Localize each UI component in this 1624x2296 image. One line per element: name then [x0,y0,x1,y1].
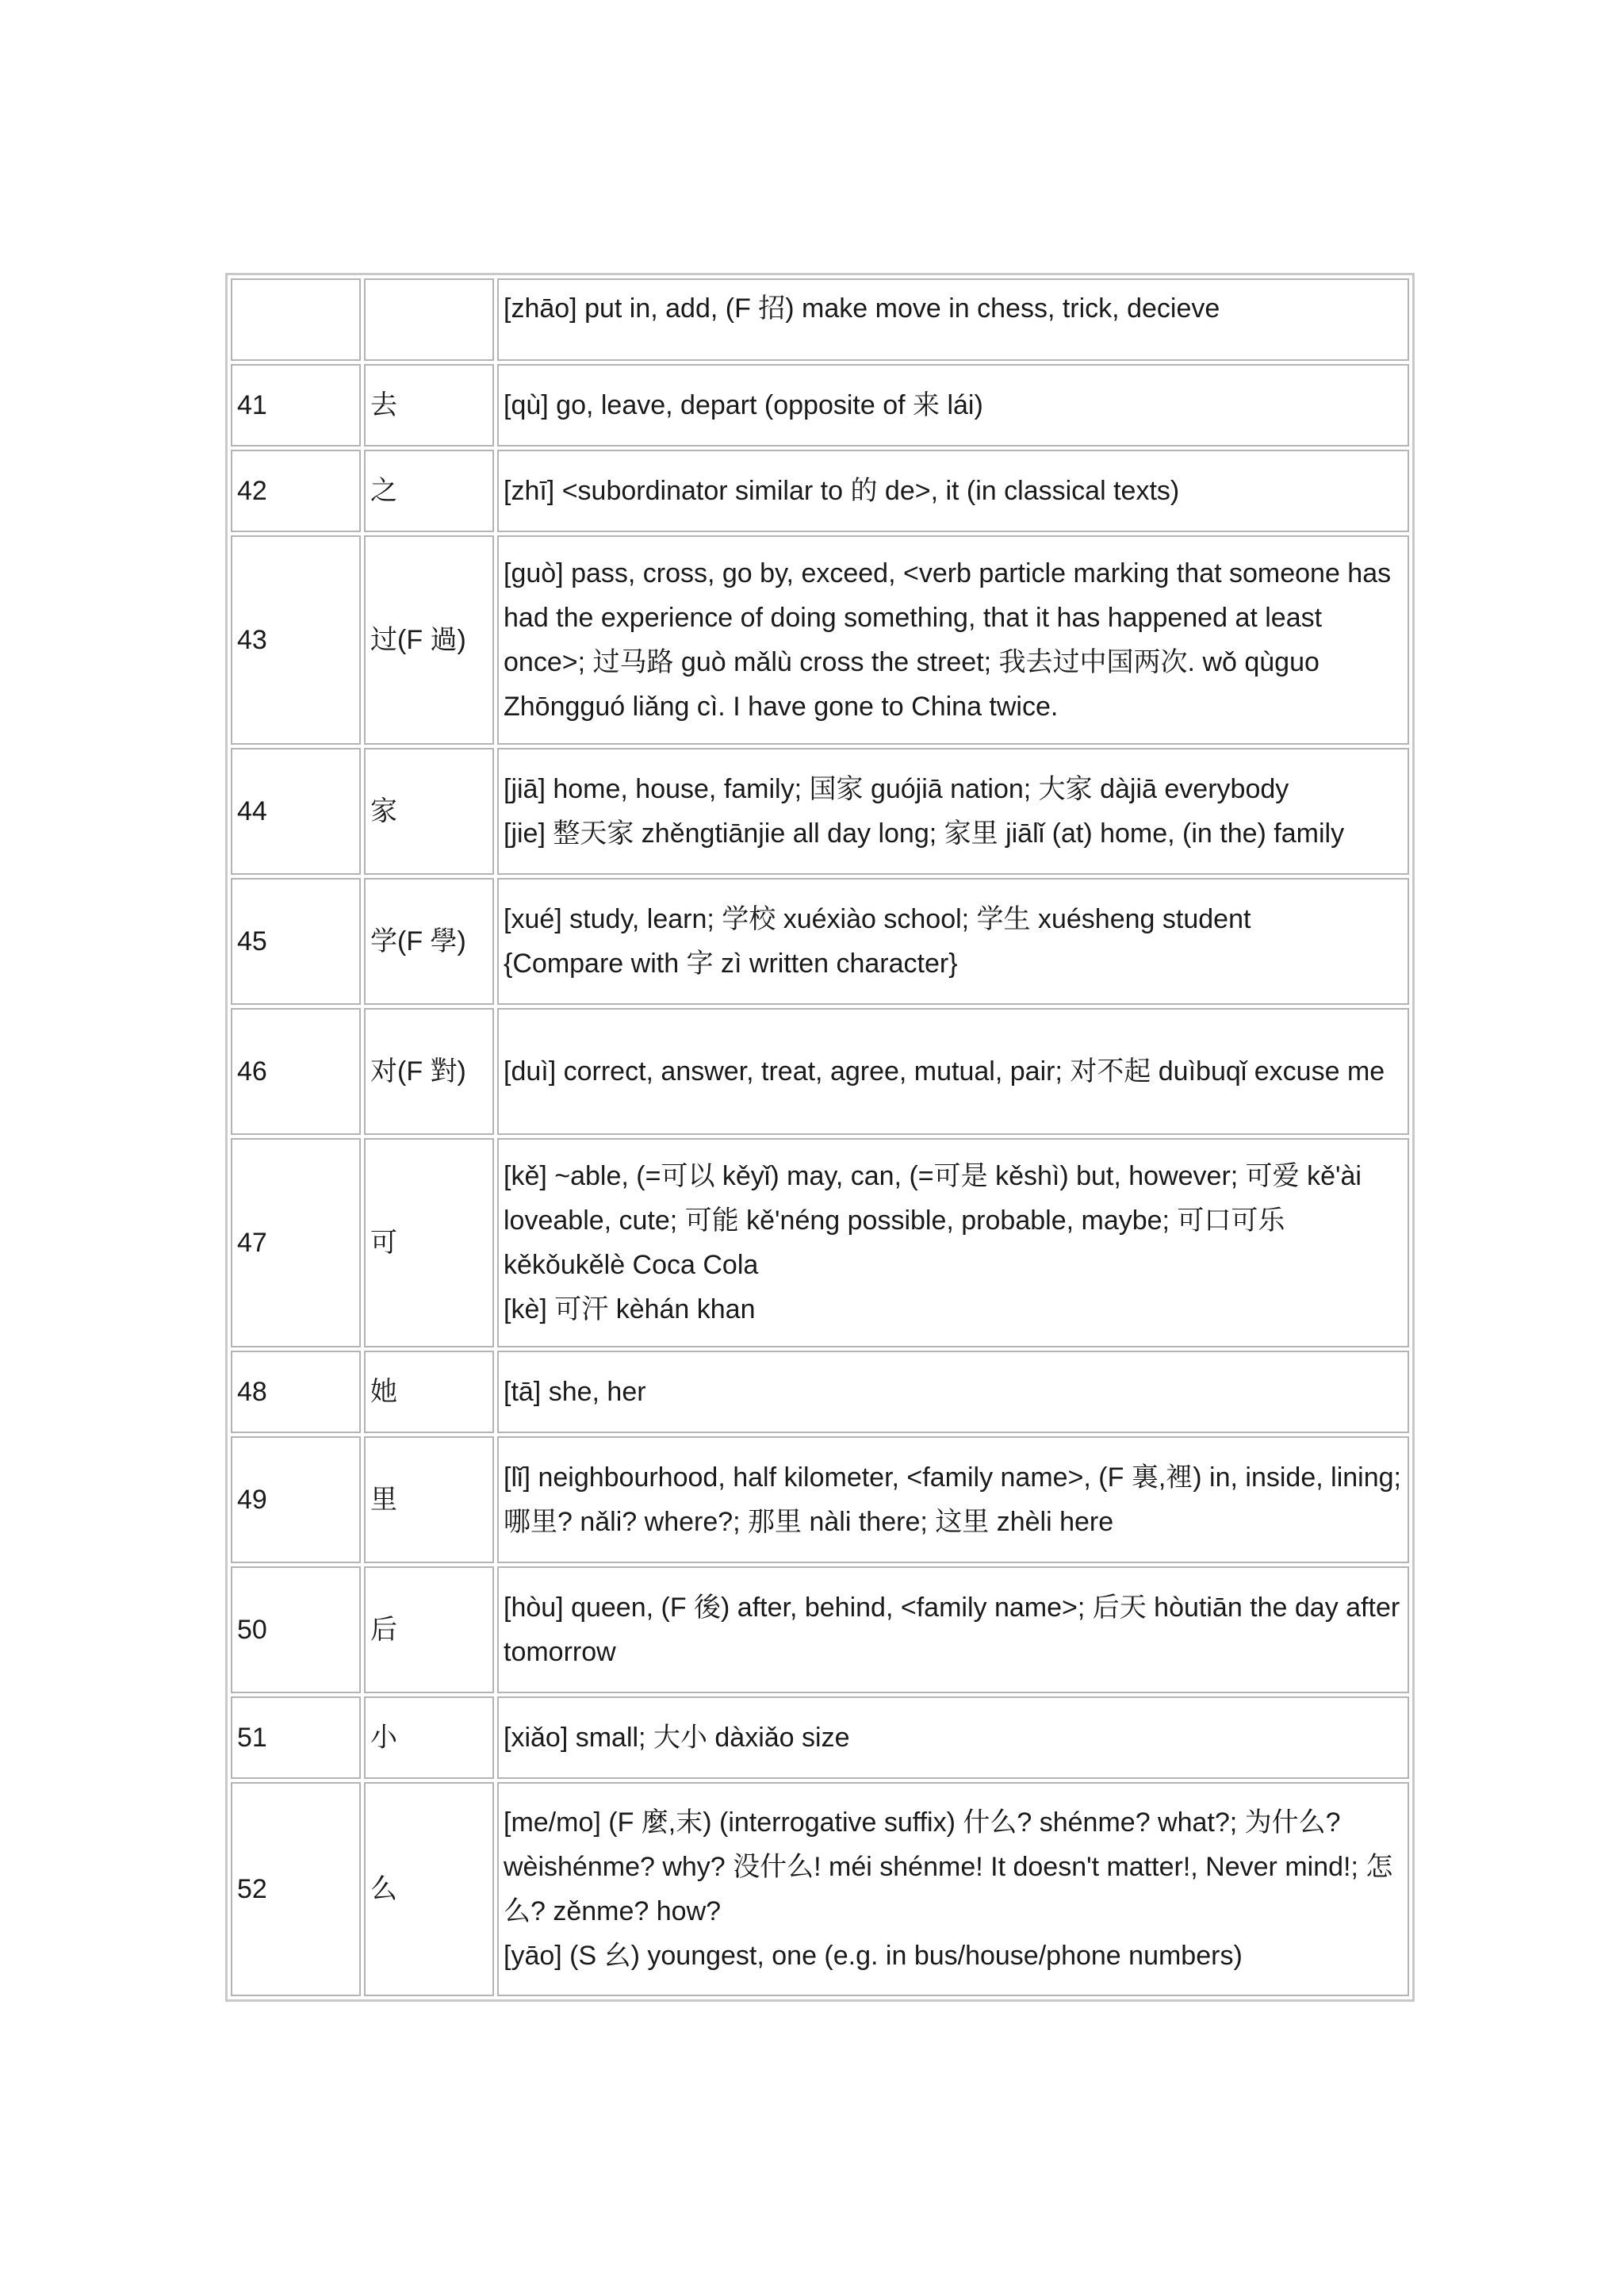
definition-cell [497,1436,1409,1563]
table-row [231,1436,1409,1563]
definition-cell [497,364,1409,447]
table-row [231,1696,1409,1779]
definition-cell [497,1008,1409,1135]
rank-number-cell: 48 [231,1351,361,1433]
character-cell: 可 [364,1138,494,1347]
character-cell: 么 [364,1782,494,1996]
definition-cell [497,1696,1409,1779]
definition-line: [xiǎo] small; 大小 dàxiǎo size [504,1723,850,1753]
definition-line: [guò] pass, cross, go by, exceed, <verb particle marking that someone has had the experience of doing something, that it has happened at least once>; 过马路 guò mǎlù cross the street; 我去过中国两次. wǒ qùguo Zhōngguó liǎng cì. I have gone to China twice. [504,558,1392,722]
table-row [231,1566,1409,1693]
character-cell: 里 [364,1436,494,1563]
definition-cell [497,1566,1409,1693]
definition-cell [497,1138,1409,1347]
rank-number-cell [231,278,361,361]
table-row [231,1138,1409,1347]
character-cell: 小 [364,1696,494,1779]
table-row [231,450,1409,532]
character-cell: 她 [364,1351,494,1433]
definition-line: [yāo] (S 幺) youngest, one (e.g. in bus/house/phone numbers) [504,1941,1243,1971]
character-cell: 对(F 對) [364,1008,494,1135]
definition-line: [jiā] home, house, family; 国家 guójiā nation; 大家 dàjiā everybody [504,774,1289,804]
rank-number-cell: 47 [231,1138,361,1347]
definition-line: [duì] correct, answer, treat, agree, mutual, pair; 对不起 duìbuqǐ excuse me [504,1056,1385,1087]
definition-line: [kě] ~able, (=可以 kěyǐ) may, can, (=可是 kěshì) but, however; 可爱 kě'ài loveable, cute; 可能 kě'néng possible, probable, maybe; 可口可乐 kěkǒukělè Coca Cola [504,1161,1362,1280]
table-body [231,278,1409,1996]
table-row [231,278,1409,361]
definition-cell [497,878,1409,1005]
definition-cell [497,450,1409,532]
definition-cell [497,535,1409,745]
definition-line: [lǐ] neighbourhood, half kilometer, <family name>, (F 裏,裡) in, inside, lining; 哪里? nǎli? where?; 那里 nàli there; 这里 zhèli here [504,1462,1401,1537]
rank-number-cell: 46 [231,1008,361,1135]
definition-line: [jie] 整天家 zhěngtiānjie all day long; 家里 jiālǐ (at) home, (in the) family [504,818,1345,849]
definition-line: [kè] 可汗 kèhán khan [504,1294,756,1324]
definition-cell [497,748,1409,875]
character-cell: 去 [364,364,494,447]
rank-number-cell: 50 [231,1566,361,1693]
table-row [231,878,1409,1005]
rank-number-cell: 51 [231,1696,361,1779]
character-cell: 学(F 學) [364,878,494,1005]
rank-number-cell: 49 [231,1436,361,1563]
definition-cell [497,278,1409,361]
rank-number-cell: 52 [231,1782,361,1996]
rank-number-cell: 42 [231,450,361,532]
character-cell: 后 [364,1566,494,1693]
character-cell: 家 [364,748,494,875]
definition-line: [zhāo] put in, add, (F 招) make move in chess, trick, decieve [504,293,1220,324]
table-row [231,535,1409,745]
definition-line: [xué] study, learn; 学校 xuéxiào school; 学生 xuésheng student [504,904,1251,934]
definition-line: [zhī] <subordinator similar to 的 de>, it (in classical texts) [504,476,1180,506]
definition-line: {Compare with 字 zì written character} [504,949,958,979]
table-row [231,1782,1409,1996]
character-cell: 过(F 過) [364,535,494,745]
definition-line: [me/mo] (F 麼,末) (interrogative suffix) 什么? shénme? what?; 为什么? wèishénme? why? 没什么! méi shénme! It doesn't matter!, Never mind!; 怎么? zěnme? how? [504,1807,1393,1926]
definition-line: [qù] go, leave, depart (opposite of 来 lái) [504,390,983,420]
definition-line: [hòu] queen, (F 後) after, behind, <family name>; 后天 hòutiān the day after tomorrow [504,1593,1400,1667]
table-row [231,1008,1409,1135]
character-cell [364,278,494,361]
definition-cell [497,1351,1409,1433]
rank-number-cell: 45 [231,878,361,1005]
table-row [231,1351,1409,1433]
rank-number-cell: 41 [231,364,361,447]
rank-number-cell: 44 [231,748,361,875]
definition-cell [497,1782,1409,1996]
rank-number-cell: 43 [231,535,361,745]
character-dictionary-table [225,273,1415,2002]
table-row [231,748,1409,875]
definition-line: [tā] she, her [504,1377,646,1407]
character-cell: 之 [364,450,494,532]
table-row [231,364,1409,447]
